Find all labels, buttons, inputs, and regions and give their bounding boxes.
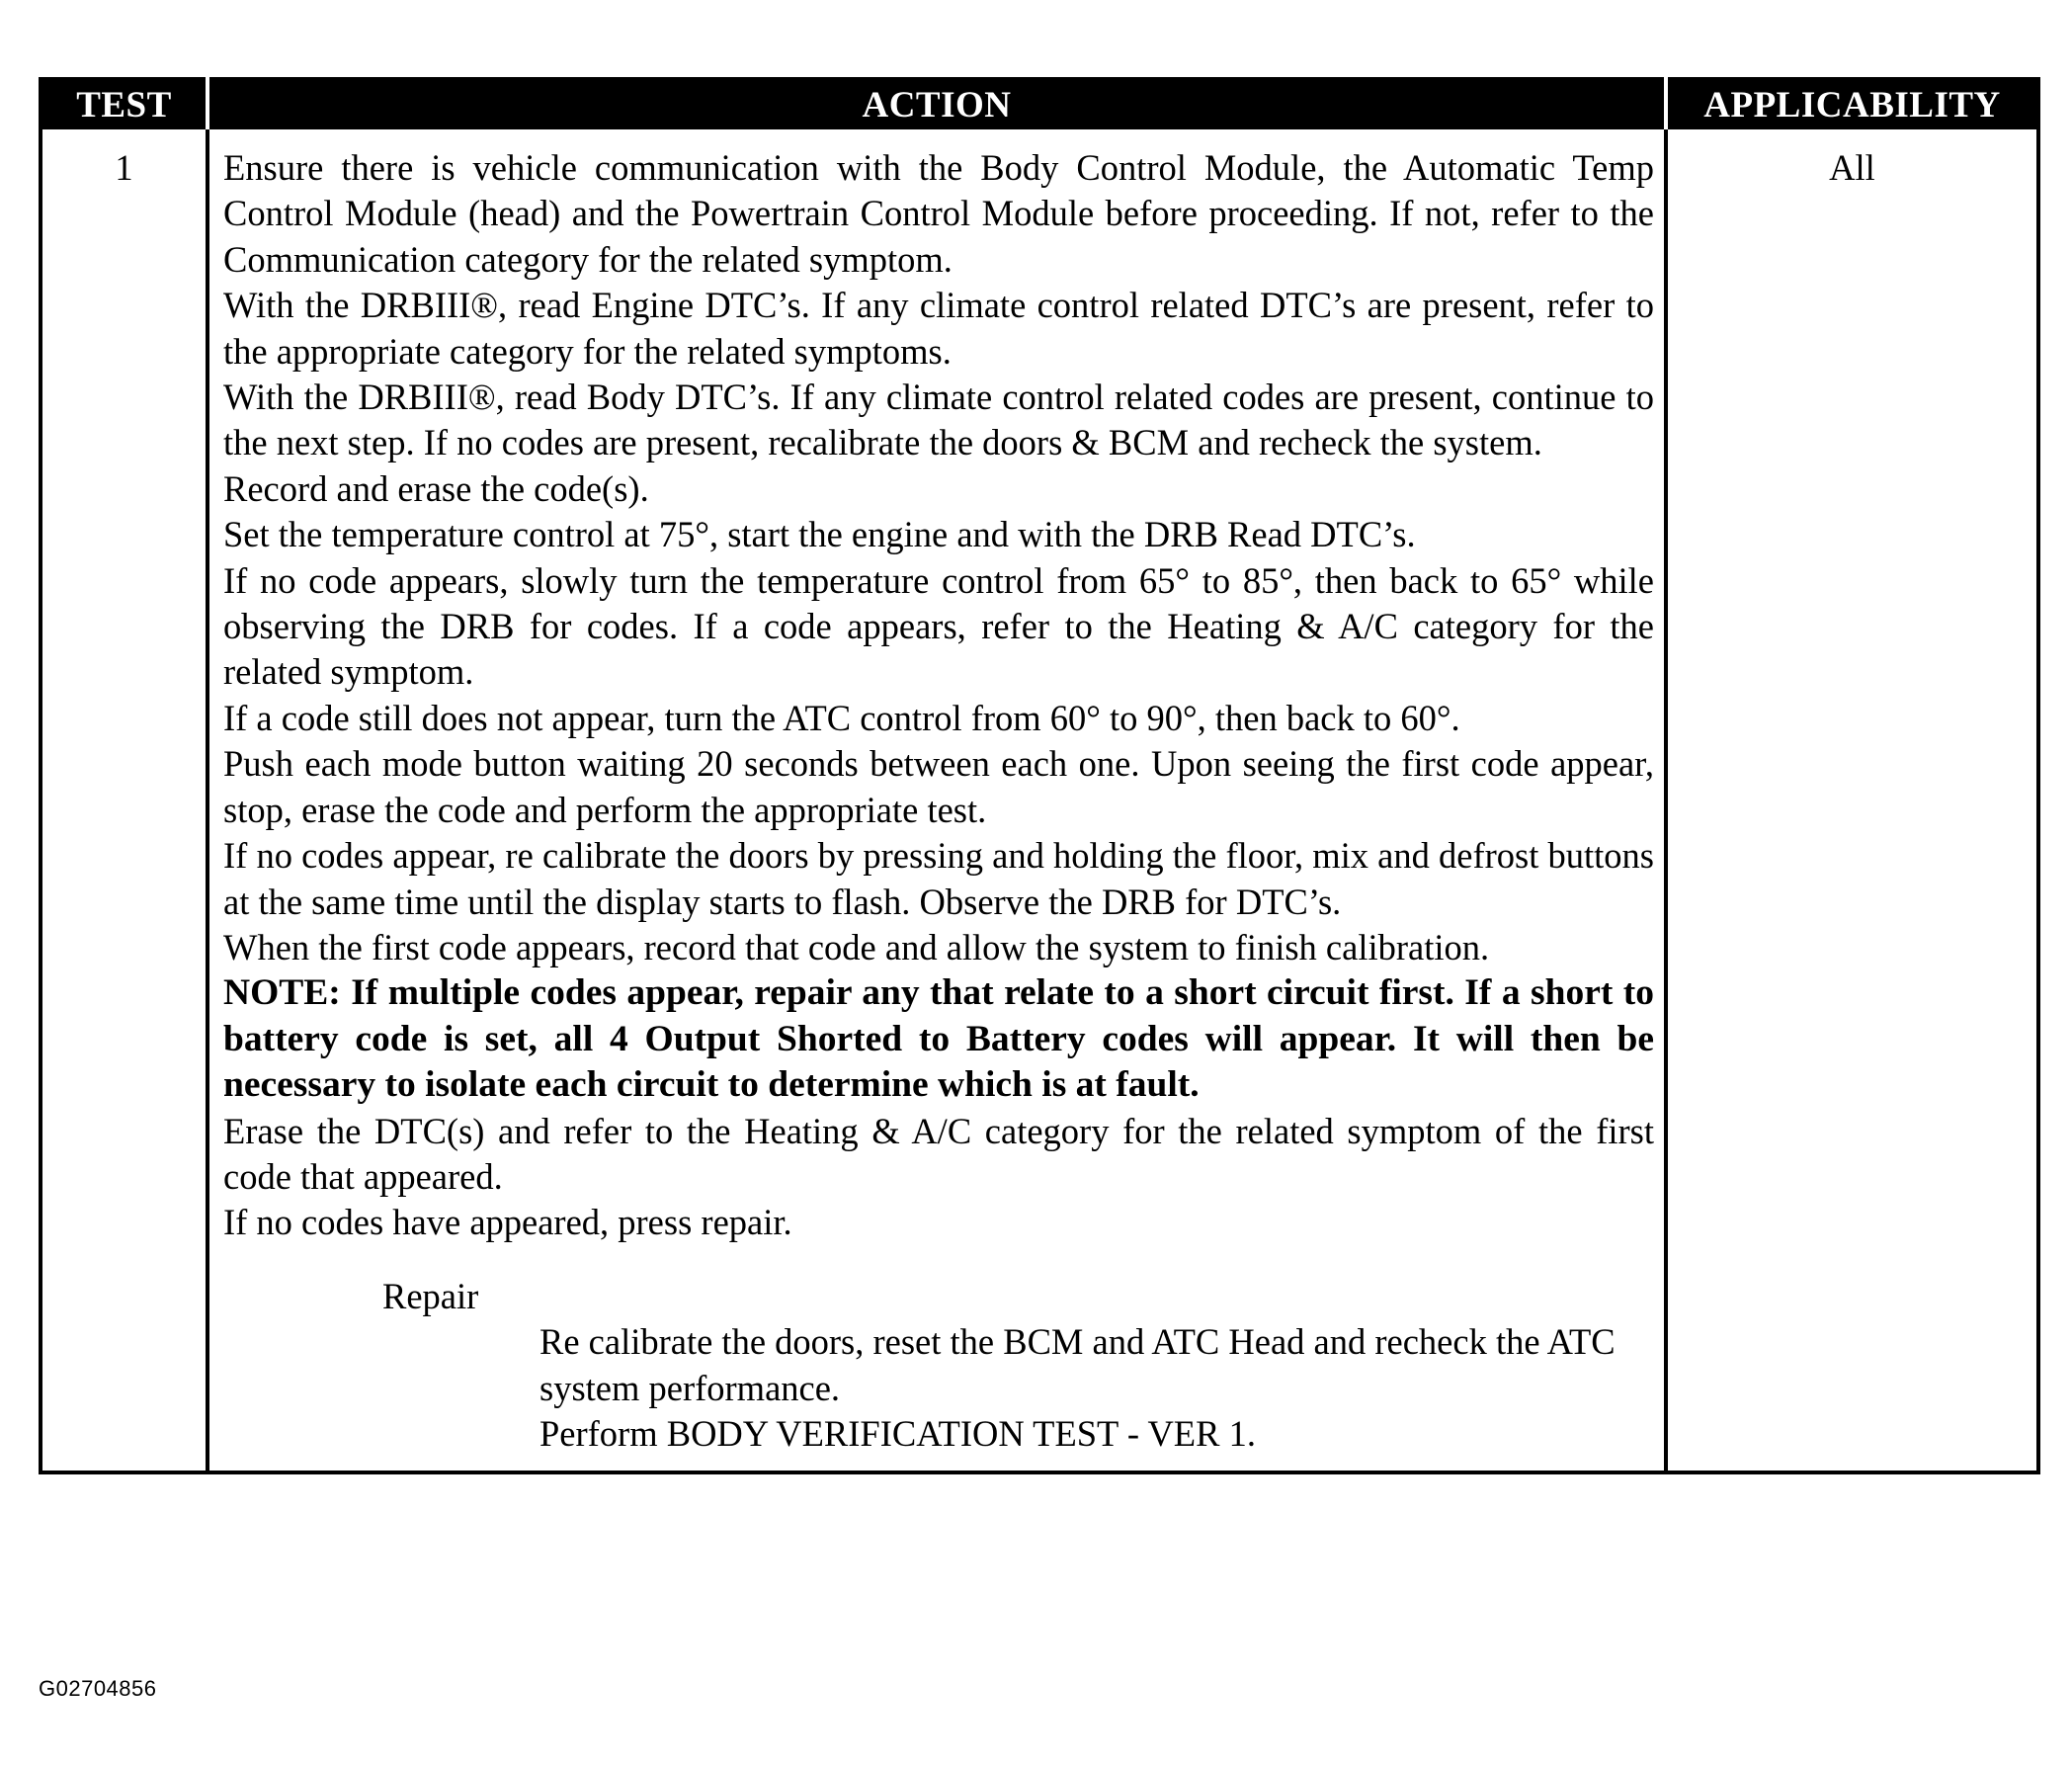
table-row — [41, 129, 2038, 1472]
applicability-value: All — [1666, 129, 2038, 1472]
action-paragraph: With the DRBIII®, read Engine DTC’s. If any climate control related DTC’s are present, refer to the appropriate category for the related symptoms. — [223, 285, 1654, 372]
action-paragraph: If a code still does not appear, turn the ATC control from 60° to 90°, then back to 60°. — [223, 697, 1460, 738]
action-paragraph: Record and erase the code(s). — [223, 467, 649, 509]
action-paragraph: Ensure there is vehicle communication with the Body Control Module, the Automatic Temp Control Module (head) and the Powertrain Control Module before proceeding. If not, refer to the Communication category for the related symptom. — [223, 147, 1654, 280]
test-number: 1 — [115, 147, 133, 188]
action-paragraph: Erase the DTC(s) and refer to the Heating & A/C category for the related symptom of the first code that appeared. — [223, 1110, 1654, 1197]
diagnostic-test-table — [39, 77, 2040, 1474]
table-header-row — [41, 79, 2038, 129]
note-paragraph: NOTE: If multiple codes appear, repair any that relate to a short circuit first. If a short to battery code is set, all 4 Output Shorted to Battery codes will appear. It will then be necessary to isolate each circuit to determine which is at fault. — [223, 972, 1654, 1106]
action-paragraph: If no codes have appeared, press repair. — [223, 1202, 792, 1243]
action-paragraph: With the DRBIII®, read Body DTC’s. If any climate control related codes are present, continue to the next step. If no codes are present, recalibrate the doors & BCM and recheck the system. — [223, 377, 1654, 463]
repair-instruction: Perform BODY VERIFICATION TEST - VER 1. — [539, 1412, 1256, 1454]
action-cell — [207, 129, 1666, 1472]
action-paragraphs — [223, 145, 1654, 1246]
repair-label: Repair — [382, 1275, 479, 1316]
action-paragraph: Set the temperature control at 75°, start the engine and with the DRB Read DTC’s. — [223, 514, 1416, 555]
header-test: TEST — [41, 79, 207, 129]
action-paragraph: If no code appears, slowly turn the temperature control from 65° to 85°, then back to 65° while observing the DRB for codes. If a code appears, refer to the Heating & A/C category for the related symptom. — [223, 559, 1654, 693]
action-paragraph: When the first code appears, record that code and allow the system to finish calibration. — [223, 926, 1490, 967]
figure-id: G02704856 — [39, 1676, 157, 1701]
header-applicability: APPLICABILITY — [1666, 79, 2038, 129]
action-paragraph: Push each mode button waiting 20 seconds between each one. Upon seeing the first code appear, stop, erase the code and perform the appropriate test. — [223, 743, 1654, 830]
action-paragraph: If no codes appear, re calibrate the doors by pressing and holding the floor, mix and defrost buttons at the same time until the display starts to flash. Observe the DRB for DTC’s. — [223, 835, 1654, 922]
repair-instruction: Re calibrate the doors, reset the BCM and ATC Head and recheck the ATC system performance. — [539, 1321, 1616, 1408]
header-action: ACTION — [207, 79, 1666, 129]
